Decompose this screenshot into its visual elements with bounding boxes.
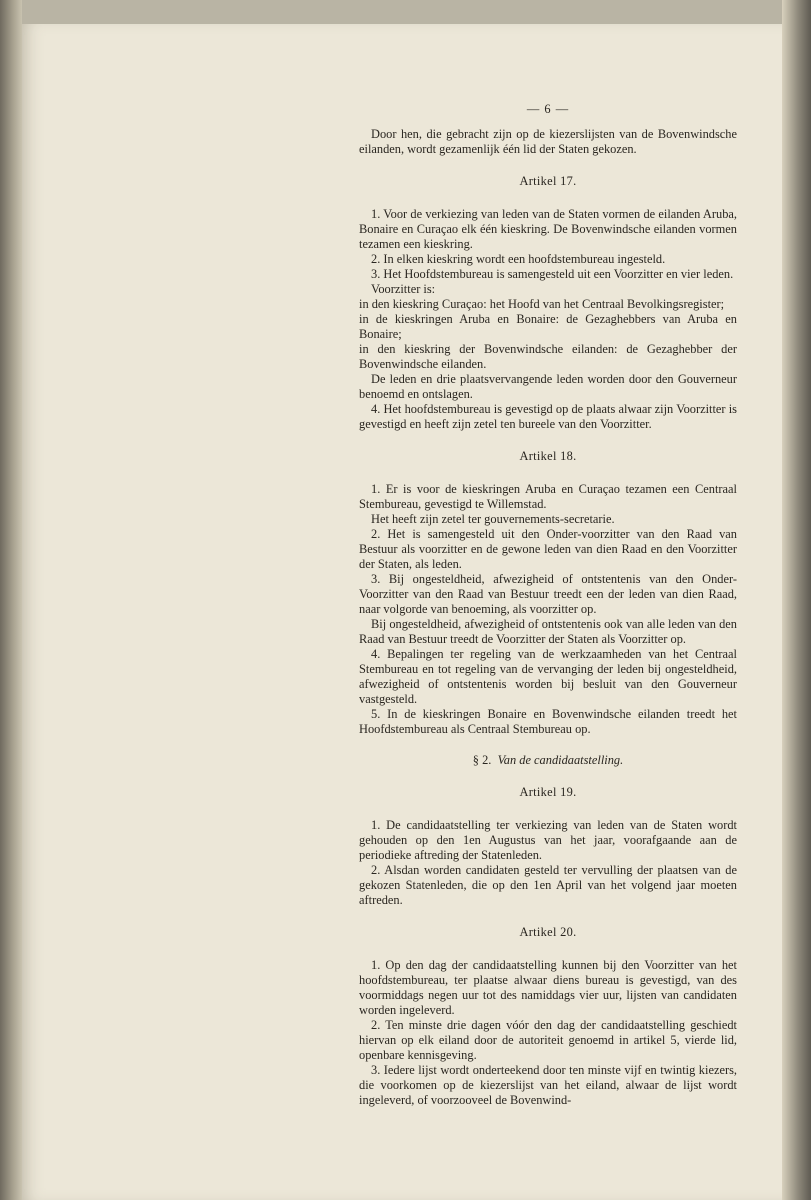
paragraph: De leden en drie plaatsvervangende leden worden door den Gouverneur benoemd en ontslagen. [359, 372, 737, 401]
paragraph: in den kieskring der Bovenwindsche eilanden: de Gezaghebber der Bovenwindsche eilanden. [359, 342, 737, 371]
paragraph: 1. Voor de verkiezing van leden van de Staten vormen de eilanden Aruba, Bonaire en Curaçao elk één kieskring. De Bovenwindsche eilanden vormen tezamen een kieskring. [359, 207, 737, 251]
paragraph: Door hen, die gebracht zijn op de kiezerslijsten van de Bovenwindsche eilanden, wordt gezamenlijk één lid der Staten gekozen. [359, 127, 737, 156]
paragraph: 3. Het Hoofdstembureau is samengesteld uit een Voorzitter en vier leden. [371, 267, 734, 281]
document-body [359, 127, 737, 1108]
paragraph: Bij ongesteldheid, afwezigheid of ontstentenis ook van alle leden van den Raad van Bestuur treedt de Voorzitter der Staten als Voorzitter op. [359, 617, 737, 646]
paragraph: 1. Op den dag der candidaatstelling kunnen bij den Voorzitter van het hoofdstembureau, ter plaatse alwaar diens bureau is gevestigd, van des voormiddags negen uur tot des namiddags vier uur, lijsten van candidaten worden ingeleverd. [359, 958, 737, 1017]
paragraph: 2. Het is samengesteld uit den Onder-voorzitter van den Raad van Bestuur als voorzitter en de gewone leden van dien Raad en den Voorzitter der Staten, als leden. [359, 527, 737, 571]
paragraph: 4. Bepalingen ter regeling van de werkzaamheden van het Centraal Stembureau en tot regeling van de vervanging der leden bij ongesteldheid, afwezigheid of ontstentenis worden bij besluit van den Gouverneur vastgesteld. [359, 647, 737, 706]
paragraph: 5. In de kieskringen Bonaire en Bovenwindsche eilanden treedt het Hoofdstembureau als Centraal Stembureau op. [359, 707, 737, 736]
section-heading [359, 753, 737, 768]
text-column [359, 102, 737, 1108]
paragraph: in den kieskring Curaçao: het Hoofd van het Centraal Bevolkingsregister; [359, 297, 725, 311]
section-number: § 2. [472, 753, 492, 767]
article-heading: Artikel 18. [519, 449, 577, 463]
paragraph: 4. Het hoofdstembureau is gevestigd op de plaats alwaar zijn Voorzitter is gevestigd en heeft zijn zetel ten bureele van den Voorzitter. [359, 402, 737, 431]
paragraph: 2. Alsdan worden candidaten gesteld ter vervulling der plaatsen van de gekozen Statenleden, die op den 1en April van het volgend jaar moeten aftreden. [359, 863, 737, 907]
paragraph: 3. Iedere lijst wordt onderteekend door ten minste vijf en twintig kiezers, die voorkomen op de kiezerslijst van het eiland, alwaar de lijst wordt ingeleverd, of voorzooveel de Bovenwind- [359, 1063, 737, 1107]
paragraph: Het heeft zijn zetel ter gouvernements-secretarie. [371, 512, 615, 526]
paragraph: in de kieskringen Aruba en Bonaire: de Gezaghebbers van Aruba en Bonaire; [359, 312, 737, 341]
paragraph: 3. Bij ongesteldheid, afwezigheid of ontstentenis van den Onder-Voorzitter van den Raad van Bestuur treedt een der leden van dien Raad, naar volgorde van benoeming, als voorzitter op. [359, 572, 737, 616]
page-edge-strip [782, 0, 811, 1200]
paragraph: 2. Ten minste drie dagen vóór den dag der candidaatstelling geschiedt hiervan op elk eiland door de autoriteit genoemd in artikel 5, vierde lid, openbare kennisgeving. [359, 1018, 737, 1062]
paragraph: Voorzitter is: [371, 282, 436, 296]
paragraph: 1. De candidaatstelling ter verkiezing van leden van de Staten wordt gehouden op den 1en Augustus van het jaar, voorafgaande aan de periodieke aftreding der Statenleden. [359, 818, 737, 862]
article-heading: Artikel 20. [519, 925, 577, 939]
article-heading: Artikel 17. [519, 174, 577, 188]
paragraph: 1. Er is voor de kieskringen Aruba en Curaçao tezamen een Centraal Stembureau, gevestigd te Willemstad. [359, 482, 737, 511]
book-binding-shadow [0, 0, 22, 1200]
page-number: — 6 — [526, 102, 570, 116]
section-title: Van de candidaatstelling. [497, 753, 624, 767]
paragraph: 2. In elken kieskring wordt een hoofdstembureau ingesteld. [371, 252, 666, 266]
article-heading: Artikel 19. [519, 785, 577, 799]
